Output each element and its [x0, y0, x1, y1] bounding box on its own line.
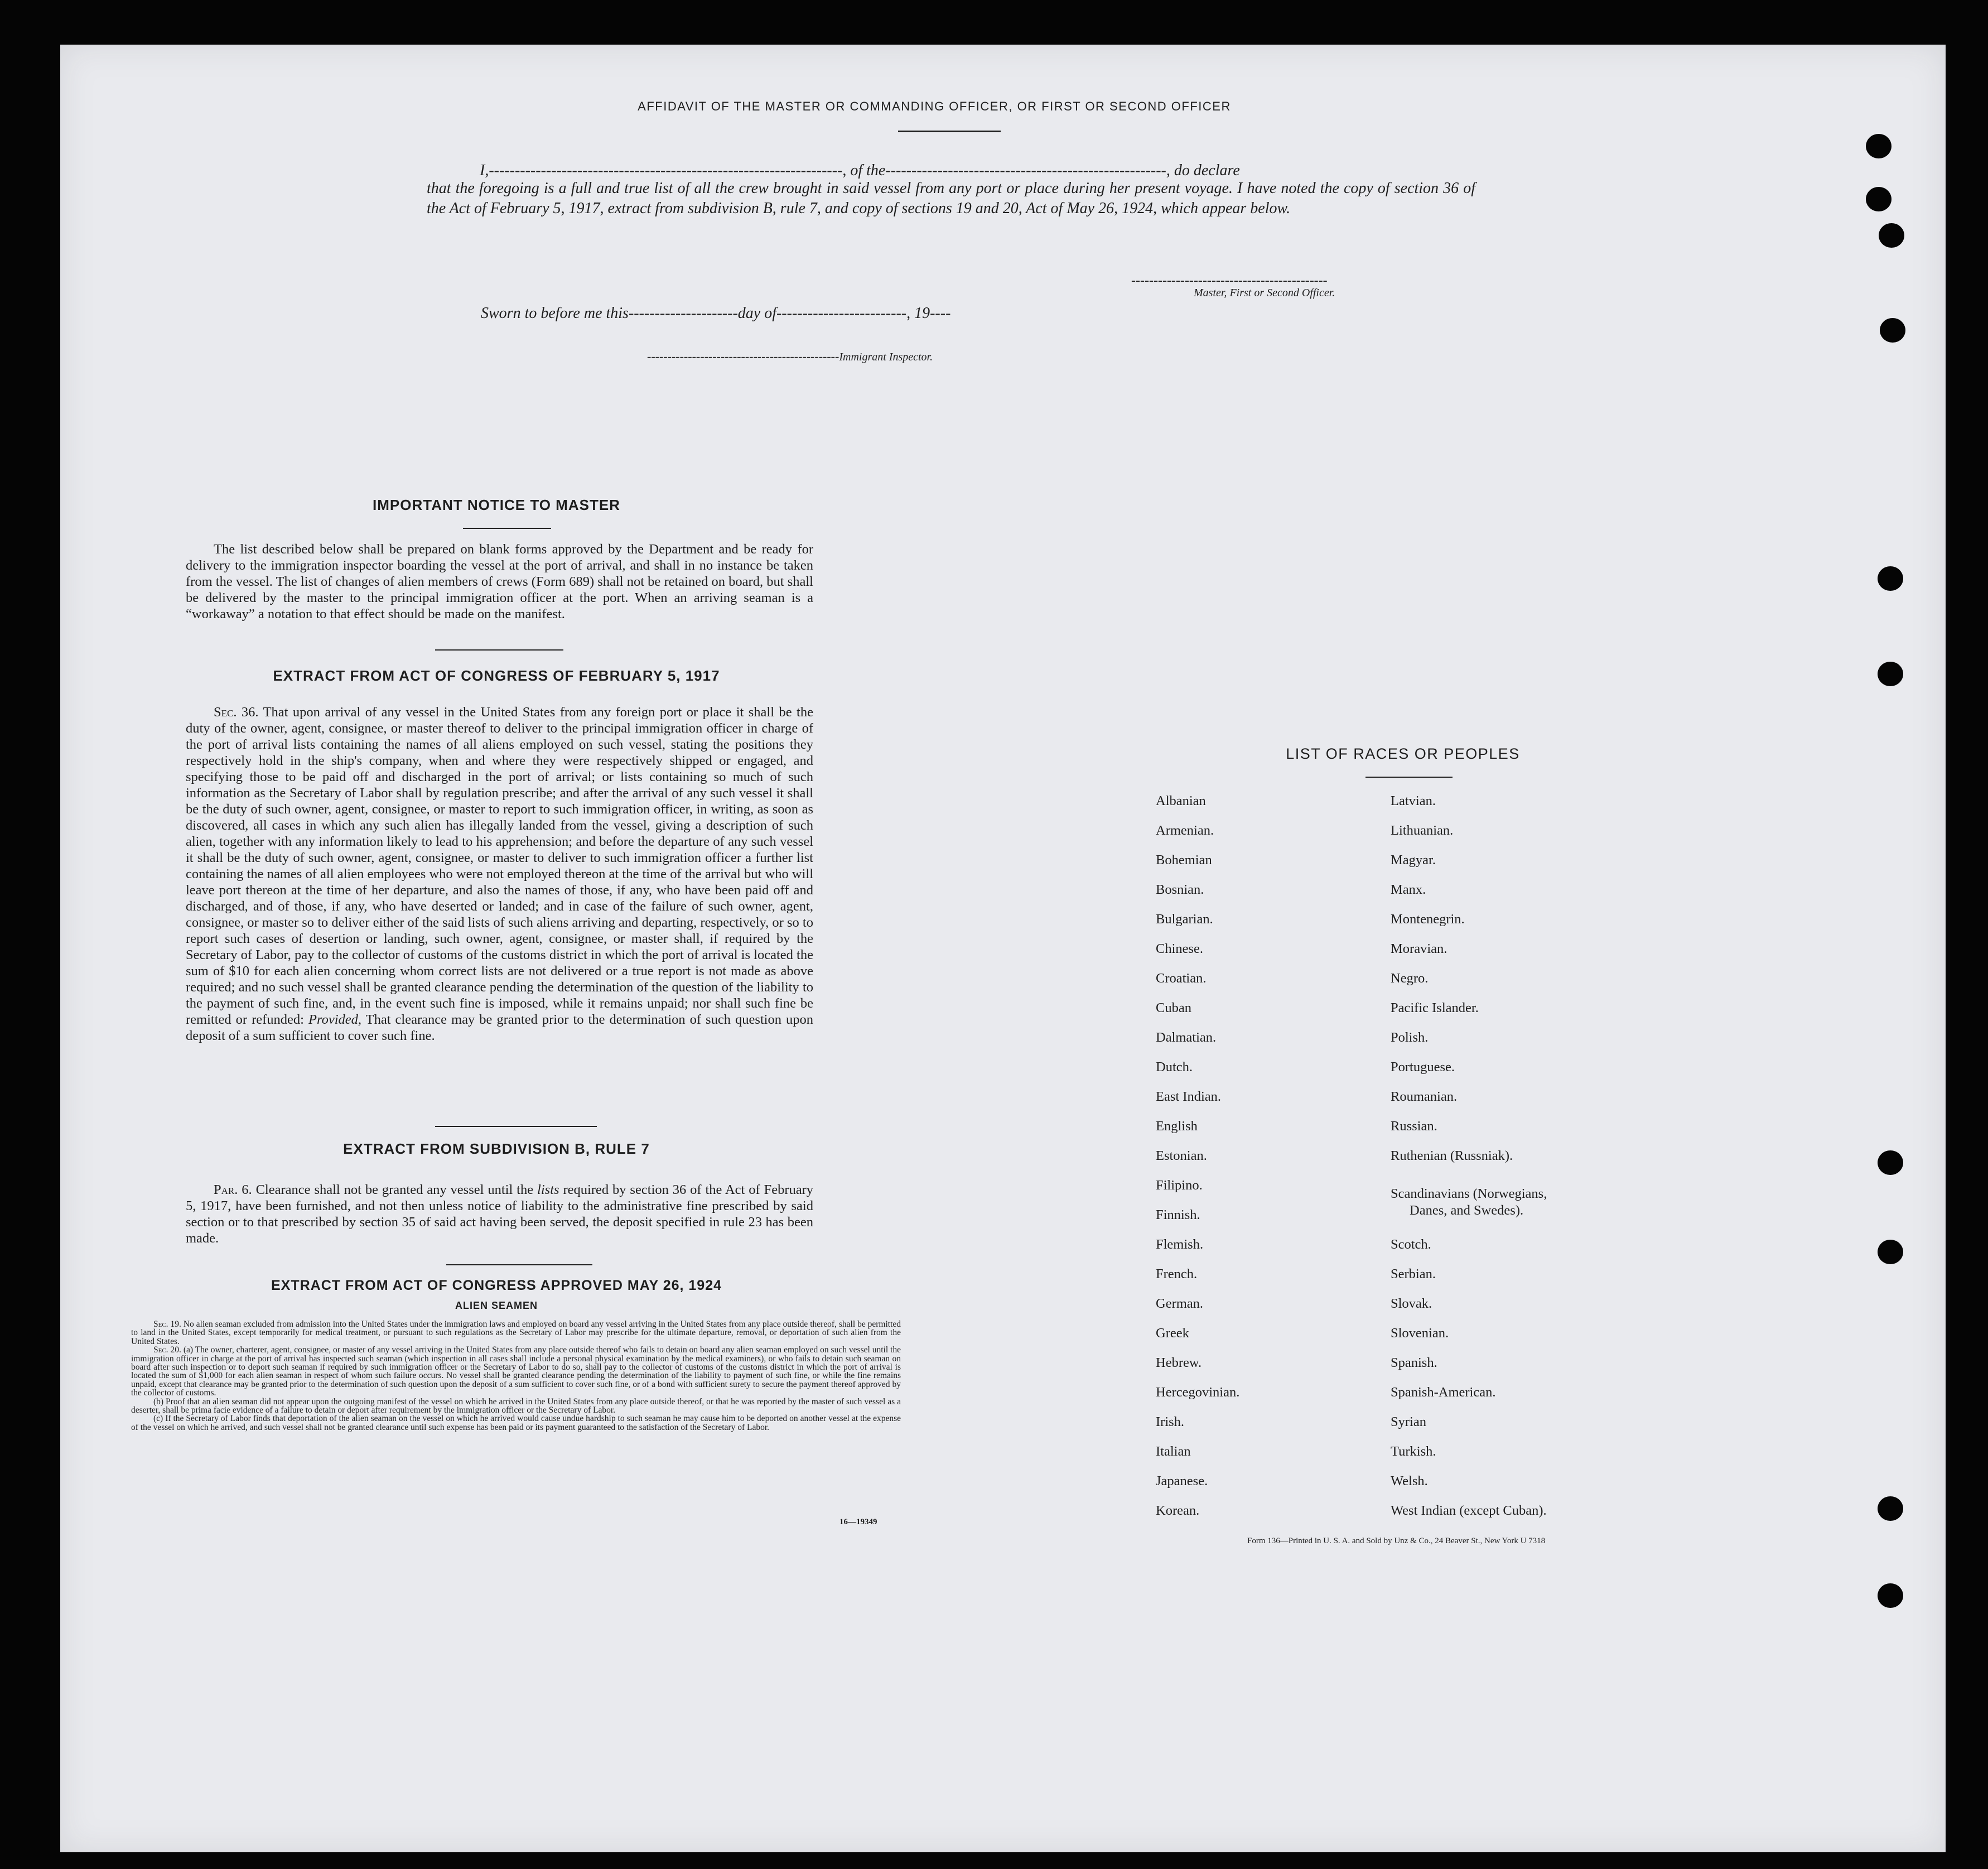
extract-1917-text	[186, 704, 813, 1044]
par-6-paragraph	[186, 1182, 813, 1246]
race-item: Scotch.	[1391, 1237, 1431, 1252]
sec-20-label: Sec. 20.	[153, 1345, 181, 1355]
sworn-line	[481, 305, 950, 322]
par-6-label: Par. 6.	[214, 1182, 252, 1197]
race-item: Roumanian.	[1391, 1089, 1458, 1104]
signature-blank[interactable]: --------------------------------------------	[1131, 273, 1328, 288]
race-item: Turkish.	[1391, 1444, 1436, 1459]
race-item: Bosnian.	[1156, 882, 1204, 897]
divider	[898, 131, 1001, 132]
lists-word: lists	[537, 1182, 559, 1197]
race-item: Spanish.	[1391, 1355, 1437, 1370]
notice-paragraph: The list described below shall be prepared on blank forms approved by the Department and be ready for delivery to the immigration inspector boarding the vessel at the port of arrival, and shall in no instance be taken from the vessel. The list of changes of alien members of crews (Form 689) shall not be retained on board, but shall be delivered by the master to the principal immigration officer at the port. When an arriving seaman is a “workaway” a notation to that effect should be made on the manifest.	[186, 542, 813, 622]
punch-hole	[1878, 566, 1903, 591]
divider	[1365, 777, 1453, 778]
race-item: Bulgarian.	[1156, 912, 1213, 927]
race-item: Chinese.	[1156, 941, 1204, 956]
notice-text	[186, 541, 813, 622]
declaration-line-1	[480, 162, 1240, 180]
punch-hole	[1879, 223, 1904, 248]
extract-1924-subtitle: ALIEN SEAMEN	[455, 1300, 538, 1311]
name-blank[interactable]: --------------------------------------------------------------------	[489, 162, 843, 179]
extract-rule7-text	[186, 1182, 813, 1246]
par-6-text-b: required by section 36 of the Act of February 5, 1917, have been furnished, and not then unless notice of liability to the administrative fine prescribed by said section or to that prescribed by section 35 of said act having been served, the deposit specified in rule 23 has been made.	[186, 1182, 814, 1246]
form-footer: Form 136—Printed in U. S. A. and Sold by Unz & Co., 24 Beaver St., New York U 7318	[1247, 1536, 1546, 1545]
race-item: Flemish.	[1156, 1237, 1204, 1252]
sec-20a-text: (a) The owner, charterer, agent, consignee, or master of any vessel arriving in the United States from any place outside thereof who fails to detain on board any alien seaman employed on such vessel until the immigration officer in charge at the port of arrival has inspected such seaman (which inspection in all cases shall include a personal physical examination by the medical examiners), or who fails to detain such seaman on board after such inspection or to deport such seaman if required by such immigration officer or the Secretary of Labor to do so, shall pay to the collector of customs of the customs district in which the port of arrival is located the sum of $1,000 for each alien seaman in respect of whom such failure occurs. No vessel shall be granted clearance pending the determination of the liability to payment of such fine, or while the fine remains unpaid, except that clearance may be granted prior to the determination of such question upon the deposit of a sum sufficient to cover such fine, or of a bond with sufficient surety to secure the payment thereof approved by the collector of customs.	[131, 1345, 901, 1398]
race-item: Estonian.	[1156, 1148, 1207, 1163]
extract-1917-title: EXTRACT FROM ACT OF CONGRESS OF FEBRUARY 5, 1917	[273, 667, 720, 684]
sworn-month-blank[interactable]: -------------------------	[776, 305, 907, 322]
sec-19-text: No alien seaman excluded from admission into the United States under the immigration laws and employed on board any vessel arriving in the United States from any place outside thereof, shall be permitted to land in the United States, except temporarily for medical treatment, or pursuant to such regulations as the Secretary of Labor may prescribe for the ultimate departure, removal, or deportation of such alien from the United States.	[131, 1319, 901, 1346]
sec-19-paragraph	[131, 1320, 901, 1346]
race-item: Latvian.	[1391, 793, 1436, 808]
sworn-day-blank[interactable]: ---------------------	[628, 305, 738, 322]
inspector-blank[interactable]: -----------------------------------------------	[647, 349, 839, 363]
signature-label: Master, First or Second Officer.	[1194, 287, 1335, 299]
declaration-do-declare: , do declare	[1166, 162, 1240, 179]
race-item: East Indian.	[1156, 1089, 1222, 1104]
print-code: 16—19349	[839, 1518, 877, 1526]
race-item: Dutch.	[1156, 1059, 1193, 1075]
extract-1924-title: EXTRACT FROM ACT OF CONGRESS APPROVED MAY 26, 1924	[271, 1278, 722, 1293]
sec-19-label: Sec. 19.	[153, 1319, 181, 1329]
punch-hole	[1878, 1240, 1903, 1264]
sworn-prefix: Sworn to before me this	[481, 305, 629, 322]
race-item: English	[1156, 1119, 1198, 1134]
race-item: Albanian	[1156, 793, 1206, 808]
race-item: Japanese.	[1156, 1473, 1208, 1489]
sec-36-text: That upon arrival of any vessel in the United States from any foreign port or place it shall be the duty of the owner, agent, consignee, or master thereof to deliver to the principal immigration officer in charge of the port of arrival lists containing the names of all aliens employed on such vessel, stating the positions they respectively hold in the ship's company, when and where they were respectively shipped or engaged, and specifying those to be paid off and discharged in the port of arrival; or lists containing so much of such information as the Secretary of Labor shall by regulation prescribe; and after the arrival of any such vessel it shall be the duty of such owner, agent, consignee, or master to report to such immigration officer, in writing, as soon as discovered, all cases in which any such alien has illegally landed from the vessel, giving a description of such alien, together with any information likely to lead to his apprehension; and before the departure of any such vessel it shall be the duty of such owner, agent, consignee, or master to deliver to such immigration officer a further list containing the names of all alien employees who were not employed thereon at the time of the arrival but who will leave port thereon at the time of her departure, and also the names of those, if any, who have been paid off and discharged, and of those, if any, who have deserted or landed; and in case of the failure of such owner, agent, consignee, or master so to deliver either of the said lists of such aliens arriving and departing, respectively, or so to report such cases of desertion or landing, such owner, agent, consignee, or master shall, if required by the Secretary of Labor, pay to the collector of customs of the customs district in which the port of arrival is located the sum of $10 for each alien concerning whom correct lists are not delivered or a true report is not made as above required; and no such vessel shall be granted clearance pending the determination of the question of the liability to the payment of such fine, and, in the event such fine is imposed, while it remains unpaid; nor shall such fine be remitted or refunded:	[186, 705, 813, 1027]
race-item: Filipino.	[1156, 1178, 1203, 1193]
race-item: Finnish.	[1156, 1207, 1200, 1222]
divider	[463, 528, 551, 529]
punch-hole	[1866, 187, 1892, 211]
race-item: Serbian.	[1391, 1266, 1436, 1282]
race-item: Armenian.	[1156, 823, 1214, 838]
race-item: Bohemian	[1156, 852, 1212, 868]
declaration-text: that the foregoing is a full and true list of all the crew brought in said vessel from any port or place during her present voyage. I have noted the copy of section 36 of the Act of February 5, 1917, extract from subdivision B, rule 7, and copy of sections 19 and 20, Act of May 26, 1924, which appear below.	[427, 180, 1475, 217]
punch-hole	[1880, 318, 1905, 343]
race-item: Danes, and Swedes).	[1410, 1203, 1524, 1218]
sec-36-paragraph	[186, 704, 813, 1044]
extract-rule7-title: EXTRACT FROM SUBDIVISION B, RULE 7	[343, 1140, 650, 1157]
race-item: Syrian	[1391, 1414, 1426, 1429]
race-item: Scandinavians (Norwegians,	[1391, 1186, 1547, 1201]
race-item: Pacific Islander.	[1391, 1000, 1479, 1015]
divider	[435, 1126, 597, 1127]
race-item: Dalmatian.	[1156, 1030, 1217, 1045]
race-item: Negro.	[1391, 971, 1429, 986]
race-item: Magyar.	[1391, 852, 1436, 868]
race-item: Korean.	[1156, 1503, 1200, 1518]
race-item: Russian.	[1391, 1119, 1437, 1134]
race-item: Montenegrin.	[1391, 912, 1465, 927]
punch-hole	[1866, 134, 1892, 158]
race-item: Ruthenian (Russniak).	[1391, 1148, 1513, 1163]
race-item: Portuguese.	[1391, 1059, 1455, 1075]
race-item: Croatian.	[1156, 971, 1207, 986]
sworn-year-blank[interactable]: ----	[930, 305, 951, 322]
declaration-i: I,	[480, 162, 489, 179]
race-item: Welsh.	[1391, 1473, 1428, 1489]
race-item: Hercegovinian.	[1156, 1385, 1240, 1400]
punch-hole	[1878, 1583, 1903, 1608]
race-item: Moravian.	[1391, 941, 1447, 956]
sworn-day-of: day of	[737, 305, 776, 322]
race-item: Lithuanian.	[1391, 823, 1454, 838]
punch-hole	[1878, 662, 1903, 686]
sec-20b-paragraph: (b) Proof that an alien seaman did not appear upon the outgoing manifest of the vessel on which he arrived in the United States from any place outside thereof, or that he was reported by the master of such vessel as a deserter, shall be prima facie evidence of a failure to detain or deport after requirement by the immigration officer or the Secretary of Labor.	[131, 1396, 901, 1415]
race-item: Spanish-American.	[1391, 1385, 1496, 1400]
punch-hole	[1878, 1496, 1903, 1521]
race-item: Irish.	[1156, 1414, 1185, 1429]
sec-20c-paragraph: (c) If the Secretary of Labor finds that deportation of the alien seaman on the vessel on which he arrived would cause undue hardship to such seaman he may cause him to be deported on another vessel at the expense of the vessel on which he arrived, and such vessel shall not be granted clearance until such expense has been paid or its payment guaranteed to the satisfaction of the Secretary of Labor.	[131, 1414, 901, 1432]
race-item: Polish.	[1391, 1030, 1429, 1045]
notice-title: IMPORTANT NOTICE TO MASTER	[373, 497, 620, 513]
inspector-label: Immigrant Inspector.	[839, 351, 933, 363]
declaration-of-the: , of the	[842, 162, 886, 179]
race-item: French.	[1156, 1266, 1198, 1282]
race-item: West Indian (except Cuban).	[1391, 1503, 1547, 1518]
race-item: Hebrew.	[1156, 1355, 1202, 1370]
race-item: Slovenian.	[1391, 1326, 1449, 1341]
race-item: Greek	[1156, 1326, 1189, 1341]
sworn-year: , 19	[906, 305, 930, 322]
race-item: German.	[1156, 1296, 1204, 1311]
inspector-line	[647, 349, 933, 364]
sec-20a-paragraph	[131, 1346, 901, 1397]
vessel-blank[interactable]: ------------------------------------------------------	[885, 162, 1166, 179]
sec-36-text-end: That clearance may be granted prior to the determination of such question upon deposit of a sum sufficient to cover such fine.	[186, 1012, 814, 1043]
sec-36-label: Sec. 36.	[214, 705, 259, 720]
races-title: LIST OF RACES OR PEOPLES	[1286, 745, 1520, 762]
par-6-text-a: Clearance shall not be granted any vessel until the	[255, 1182, 534, 1197]
race-item: Manx.	[1391, 882, 1426, 897]
divider	[446, 1264, 592, 1265]
punch-hole	[1878, 1150, 1903, 1175]
race-item: Cuban	[1156, 1000, 1191, 1015]
race-item: Slovak.	[1391, 1296, 1432, 1311]
race-item: Italian	[1156, 1444, 1191, 1459]
extract-1924-text	[131, 1320, 901, 1432]
provided-label: Provided,	[308, 1012, 362, 1027]
divider	[435, 649, 563, 651]
affidavit-title: AFFIDAVIT OF THE MASTER OR COMMANDING OFFICER, OR FIRST OR SECOND OFFICER	[638, 99, 1231, 113]
